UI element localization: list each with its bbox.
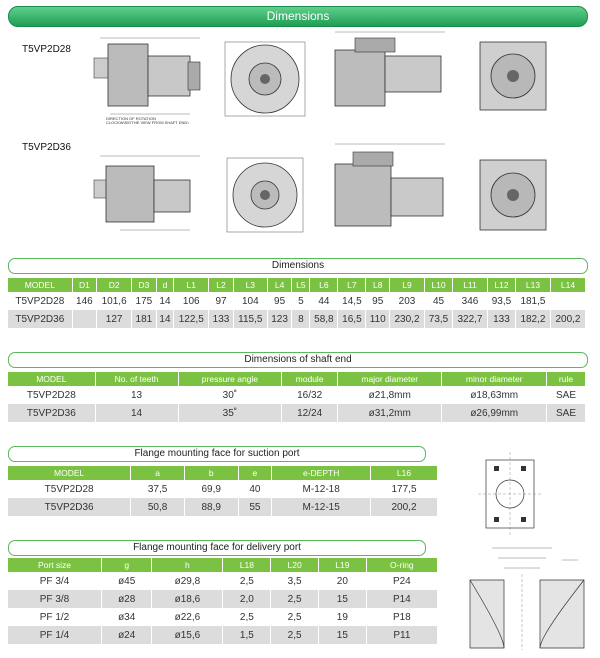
table-cell: P24 bbox=[366, 572, 437, 590]
table-row bbox=[8, 626, 438, 644]
table-cell: 106 bbox=[174, 292, 209, 310]
table-cell: 203 bbox=[390, 292, 425, 310]
table-cell: T5VP2D36 bbox=[8, 404, 95, 422]
column-header: L20 bbox=[271, 558, 319, 572]
column-header: L16 bbox=[371, 466, 438, 480]
table-cell: 30˚ bbox=[178, 386, 282, 404]
table-row bbox=[8, 498, 438, 516]
table-cell: 127 bbox=[97, 310, 132, 328]
table-cell: ø18,6 bbox=[152, 590, 223, 608]
table-cell: ø31,2mm bbox=[337, 404, 442, 422]
column-header: a bbox=[131, 466, 185, 480]
table-cell: 2,5 bbox=[223, 572, 271, 590]
column-header: Port size bbox=[8, 558, 102, 572]
column-header: e-DEPTH bbox=[272, 466, 371, 480]
column-header: L12 bbox=[487, 278, 515, 292]
rotation-note-line2: CLOCKWISE(THE VIEW FROM SHAFT END) bbox=[106, 120, 189, 124]
column-header: pressure angle bbox=[178, 372, 282, 386]
table-cell: 133 bbox=[209, 310, 234, 328]
table-cell: 44 bbox=[310, 292, 338, 310]
column-header: rule bbox=[546, 372, 585, 386]
table-cell: 50,8 bbox=[131, 498, 185, 516]
dimensions-table-title: Dimensions bbox=[8, 258, 588, 274]
table-cell: 45 bbox=[425, 292, 453, 310]
column-header: h bbox=[152, 558, 223, 572]
column-header: MODEL bbox=[8, 466, 131, 480]
table-cell: 146 bbox=[72, 292, 97, 310]
table-cell: 122,5 bbox=[174, 310, 209, 328]
table-cell: ø26,99mm bbox=[442, 404, 547, 422]
table-cell: 2,0 bbox=[223, 590, 271, 608]
table-cell: 133 bbox=[487, 310, 515, 328]
table-cell: 200,2 bbox=[371, 498, 438, 516]
column-header: L7 bbox=[338, 278, 366, 292]
table-cell: 19 bbox=[318, 608, 366, 626]
table-cell bbox=[72, 310, 97, 328]
column-header: L19 bbox=[318, 558, 366, 572]
table-cell: ø22,6 bbox=[152, 608, 223, 626]
table-cell: 2,5 bbox=[271, 590, 319, 608]
table-cell: 55 bbox=[238, 498, 272, 516]
table-cell: 14,5 bbox=[338, 292, 366, 310]
table-cell: 73,5 bbox=[425, 310, 453, 328]
table-cell: 95 bbox=[267, 292, 292, 310]
table-cell: 5 bbox=[292, 292, 310, 310]
rotation-note-line1: DIRECTION OF ROTATION bbox=[106, 116, 156, 121]
table-cell: 58,8 bbox=[310, 310, 338, 328]
column-header: L13 bbox=[515, 278, 550, 292]
table-cell: 13 bbox=[95, 386, 178, 404]
table-cell: 2,5 bbox=[223, 608, 271, 626]
table-cell: 115,5 bbox=[233, 310, 267, 328]
table-cell: 14 bbox=[156, 310, 174, 328]
pump-front-view-drawing-1 bbox=[215, 34, 315, 124]
table-cell bbox=[550, 292, 585, 310]
table-cell: PF 3/4 bbox=[8, 572, 102, 590]
table-cell: M-12-18 bbox=[272, 480, 371, 498]
table-cell: 2,5 bbox=[271, 626, 319, 644]
table-cell: T5VP2D28 bbox=[8, 480, 131, 498]
pump-side-view-drawing-2 bbox=[325, 26, 455, 118]
table-cell: 175 bbox=[132, 292, 157, 310]
table-cell: P14 bbox=[366, 590, 437, 608]
table-cell: PF 1/2 bbox=[8, 608, 102, 626]
table-cell: ø29,8 bbox=[152, 572, 223, 590]
shaft-table bbox=[8, 372, 586, 422]
column-header: D3 bbox=[132, 278, 157, 292]
table-cell: T5VP2D36 bbox=[8, 310, 72, 328]
table-cell: 230,2 bbox=[390, 310, 425, 328]
suction-flange-drawing bbox=[470, 448, 550, 538]
table-row bbox=[8, 310, 586, 328]
column-header: module bbox=[282, 372, 338, 386]
table-cell: P11 bbox=[366, 626, 437, 644]
table-cell: 2,5 bbox=[271, 608, 319, 626]
table-cell: T5VP2D28 bbox=[8, 386, 95, 404]
table-cell: ø15,6 bbox=[152, 626, 223, 644]
pump-rear-view-drawing-1 bbox=[468, 32, 558, 118]
table-cell: 181 bbox=[132, 310, 157, 328]
column-header: D1 bbox=[72, 278, 97, 292]
table-cell: 20 bbox=[318, 572, 366, 590]
column-header: L3 bbox=[233, 278, 267, 292]
table-cell: ø21,8mm bbox=[337, 386, 442, 404]
table-cell: 346 bbox=[453, 292, 488, 310]
table-cell: 110 bbox=[366, 310, 390, 328]
shaft-table-header bbox=[8, 372, 586, 386]
column-header: MODEL bbox=[8, 372, 95, 386]
column-header: MODEL bbox=[8, 278, 72, 292]
table-cell: 15 bbox=[318, 626, 366, 644]
table-cell: 88,9 bbox=[184, 498, 238, 516]
column-header: b bbox=[184, 466, 238, 480]
column-header: L11 bbox=[453, 278, 488, 292]
table-cell: 95 bbox=[366, 292, 390, 310]
column-header: g bbox=[102, 558, 152, 572]
table-cell: 37,5 bbox=[131, 480, 185, 498]
table-row bbox=[8, 292, 586, 310]
table-cell: 14 bbox=[95, 404, 178, 422]
delivery-table-header bbox=[8, 558, 438, 572]
column-header: D2 bbox=[97, 278, 132, 292]
table-cell: SAE bbox=[546, 404, 585, 422]
table-cell: 182,2 bbox=[515, 310, 550, 328]
column-header: L10 bbox=[425, 278, 453, 292]
table-cell: SAE bbox=[546, 386, 585, 404]
column-header: L6 bbox=[310, 278, 338, 292]
suction-table-title: Flange mounting face for suction port bbox=[8, 446, 426, 462]
delivery-port-section-drawing bbox=[466, 540, 590, 652]
column-header: L4 bbox=[267, 278, 292, 292]
model-label-first: T5VP2D28 bbox=[22, 44, 71, 55]
table-cell: 15 bbox=[318, 590, 366, 608]
table-cell: ø28 bbox=[102, 590, 152, 608]
table-cell: 123 bbox=[267, 310, 292, 328]
table-cell: T5VP2D28 bbox=[8, 292, 72, 310]
table-cell: 200,2 bbox=[550, 310, 585, 328]
dimensions-table bbox=[8, 278, 586, 328]
column-header: L14 bbox=[550, 278, 585, 292]
table-cell: ø45 bbox=[102, 572, 152, 590]
table-cell: 93,5 bbox=[487, 292, 515, 310]
table-row bbox=[8, 590, 438, 608]
table-cell: 177,5 bbox=[371, 480, 438, 498]
table-cell: 1,5 bbox=[223, 626, 271, 644]
pump-front-view-drawing-2 bbox=[215, 150, 315, 240]
table-cell: M-12-15 bbox=[272, 498, 371, 516]
column-header: L1 bbox=[174, 278, 209, 292]
model-label-second: T5VP2D36 bbox=[22, 142, 71, 153]
table-row bbox=[8, 572, 438, 590]
table-row bbox=[8, 480, 438, 498]
table-cell: ø18,63mm bbox=[442, 386, 547, 404]
table-cell: 104 bbox=[233, 292, 267, 310]
column-header: d bbox=[156, 278, 174, 292]
table-row bbox=[8, 608, 438, 626]
table-cell: 35˚ bbox=[178, 404, 282, 422]
column-header: e bbox=[238, 466, 272, 480]
table-cell: 101,6 bbox=[97, 292, 132, 310]
shaft-table-title: Dimensions of shaft end bbox=[8, 352, 588, 368]
dimensions-table-header bbox=[8, 278, 586, 292]
delivery-table-title: Flange mounting face for delivery port bbox=[8, 540, 426, 556]
table-cell: 16,5 bbox=[338, 310, 366, 328]
column-header: L5 bbox=[292, 278, 310, 292]
column-header: No. of teeth bbox=[95, 372, 178, 386]
column-header: O-ring bbox=[366, 558, 437, 572]
pump-side-view-drawing-4 bbox=[325, 138, 455, 242]
column-header: major diameter bbox=[337, 372, 442, 386]
table-cell: ø24 bbox=[102, 626, 152, 644]
table-cell: PF 3/8 bbox=[8, 590, 102, 608]
table-cell: T5VP2D36 bbox=[8, 498, 131, 516]
suction-table-header bbox=[8, 466, 438, 480]
table-cell: ø34 bbox=[102, 608, 152, 626]
table-cell: 69,9 bbox=[184, 480, 238, 498]
table-row bbox=[8, 386, 586, 404]
page-title-banner bbox=[8, 6, 588, 27]
table-cell: 14 bbox=[156, 292, 174, 310]
column-header: L8 bbox=[366, 278, 390, 292]
column-header: L2 bbox=[209, 278, 234, 292]
page-title: Dimensions bbox=[266, 9, 330, 23]
table-cell: 97 bbox=[209, 292, 234, 310]
pump-side-view-drawing-1 bbox=[90, 32, 210, 124]
suction-table bbox=[8, 466, 438, 516]
delivery-table bbox=[8, 558, 438, 644]
table-cell: 16/32 bbox=[282, 386, 338, 404]
pump-side-view-drawing-3 bbox=[90, 148, 210, 240]
pump-rear-view-drawing-2 bbox=[468, 150, 558, 240]
column-header: L9 bbox=[390, 278, 425, 292]
table-cell: PF 1/4 bbox=[8, 626, 102, 644]
column-header: L18 bbox=[223, 558, 271, 572]
table-cell: 8 bbox=[292, 310, 310, 328]
table-cell: 12/24 bbox=[282, 404, 338, 422]
column-header: minor diameter bbox=[442, 372, 547, 386]
table-cell: 181,5 bbox=[515, 292, 550, 310]
table-cell: 322,7 bbox=[453, 310, 488, 328]
table-row bbox=[8, 404, 586, 422]
table-cell: P18 bbox=[366, 608, 437, 626]
table-cell: 40 bbox=[238, 480, 272, 498]
table-cell: 3,5 bbox=[271, 572, 319, 590]
